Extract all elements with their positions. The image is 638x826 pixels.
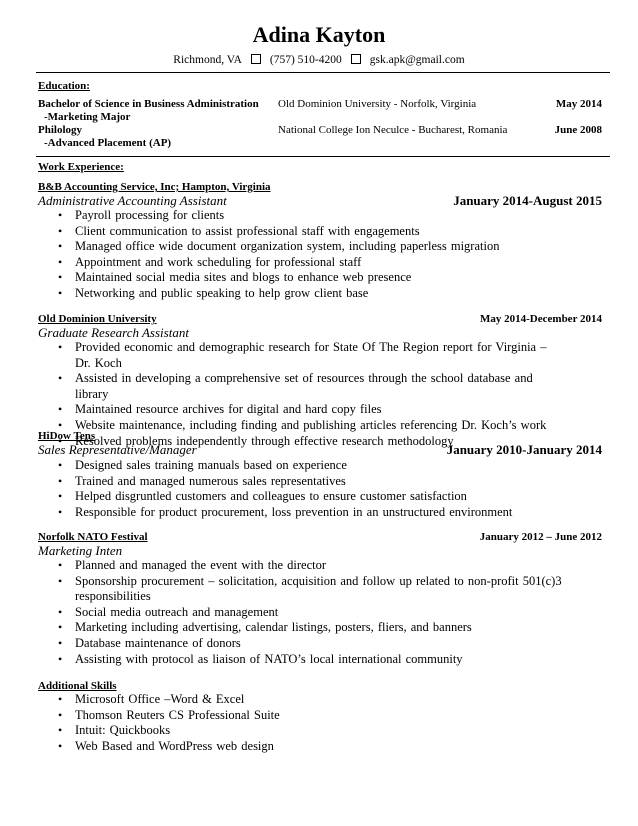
list-item: • Trained and managed numerous sales representatives: [0, 474, 565, 490]
divider: [36, 72, 610, 73]
job-header: [38, 313, 602, 325]
list-item: • Sponsorship procurement – solicitation, acquisition and follow up related to non-profit 501(c)3 responsibilities: [0, 574, 565, 605]
degree: Bachelor of Science in Business Administration: [38, 98, 259, 110]
list-item: • Thomson Reuters CS Professional Suite: [0, 708, 565, 724]
email: gsk.apk@gmail.com: [369, 54, 465, 66]
list-item: • Client communication to assist professional staff with engagements: [0, 224, 565, 240]
job-title-row: [38, 543, 602, 559]
location: Richmond, VA: [173, 54, 242, 66]
job-dates: January 2012 – June 2012: [479, 531, 602, 543]
job-header: [38, 531, 602, 543]
job-dates: January 2010-January 2014: [446, 442, 602, 457]
date: June 2008: [554, 124, 602, 136]
job-title: Administrative Accounting Assistant: [38, 193, 227, 208]
list-item: • Payroll processing for clients: [0, 208, 565, 224]
job-organization: HiDow Tens: [38, 430, 96, 442]
job-title: Marketing Inten: [38, 543, 123, 558]
list-item: • Resolved problems independently through effective research methodology: [0, 434, 565, 450]
school: National College Ion Neculce - Bucharest, Romania: [278, 124, 508, 136]
list-item: • Database maintenance of donors: [0, 636, 565, 652]
date: May 2014: [555, 98, 602, 110]
list-item: • Assisting with protocol as liaison of NATO’s local international community: [0, 652, 565, 668]
list-item: • Appointment and work scheduling for professional staff: [0, 255, 565, 271]
list-item: • Intuit: Quickbooks: [0, 723, 565, 739]
skills-heading: Additional Skills: [38, 680, 117, 692]
job-organization: Old Dominion University: [38, 313, 157, 325]
job-bullets: [0, 558, 638, 667]
degree-detail: -Advanced Placement (AP): [44, 137, 172, 149]
candidate-name: Adina Kayton: [252, 22, 386, 47]
list-item: • Marketing including advertising, calendar listings, posters, fliers, and banners: [0, 620, 565, 636]
list-item: • Planned and managed the event with the director: [0, 558, 565, 574]
list-item: • Maintained social media sites and blogs to enhance web presence: [0, 270, 565, 286]
job-dates: May 2014-December 2014: [480, 313, 602, 325]
job-header: [38, 430, 602, 442]
list-item: • Networking and public speaking to help grow client base: [0, 286, 565, 302]
job-title: Graduate Research Assistant: [38, 325, 189, 340]
school: Old Dominion University - Norfolk, Virginia: [278, 98, 477, 110]
list-item: • Microsoft Office –Word & Excel: [0, 692, 565, 708]
job-header: [38, 181, 602, 193]
skills-bullets: [0, 692, 638, 754]
list-item: • Designed sales training manuals based on experience: [0, 458, 565, 474]
list-item: • Assisted in developing a comprehensive set of resources through the school database and library: [0, 371, 565, 402]
education-heading: Education:: [38, 80, 90, 92]
contact-line: [0, 54, 638, 66]
list-item: • Website maintenance, including finding and publishing articles referencing Dr. Koch’s work: [0, 418, 565, 434]
job-title: Sales Representative/Manager: [38, 442, 197, 457]
job-bullets: [0, 458, 638, 520]
list-item: • Helped disgruntled customers and colleagues to ensure customer satisfaction: [0, 489, 565, 505]
square-bullet-icon: [251, 54, 261, 64]
list-item: • Web Based and WordPress web design: [0, 739, 565, 755]
degree: Philology: [38, 124, 83, 136]
degree-detail: -Marketing Major: [44, 111, 131, 123]
square-bullet-icon: [351, 54, 361, 64]
job-dates: January 2014-August 2015: [453, 193, 602, 208]
divider: [36, 156, 610, 157]
list-item: • Social media outreach and management: [0, 605, 565, 621]
job-title-row: [38, 193, 602, 209]
list-item: • Provided economic and demographic research for State Of The Region report for Virginia – Dr. Koch: [0, 340, 565, 371]
list-item: • Managed office wide document organization system, including paperless migration: [0, 239, 565, 255]
work-heading: Work Experience:: [38, 161, 124, 173]
job-organization: B&B Accounting Service, Inc; Hampton, Virginia: [38, 181, 271, 193]
list-item: • Responsible for product procurement, loss prevention in an unstructured environment: [0, 505, 565, 521]
job-bullets: [0, 208, 638, 302]
list-item: • Maintained resource archives for digital and hard copy files: [0, 402, 565, 418]
phone: (757) 510-4200: [269, 54, 342, 66]
job-title-row: [38, 325, 602, 341]
job-organization: Norfolk NATO Festival: [38, 531, 148, 543]
job-title-row: [38, 442, 602, 458]
